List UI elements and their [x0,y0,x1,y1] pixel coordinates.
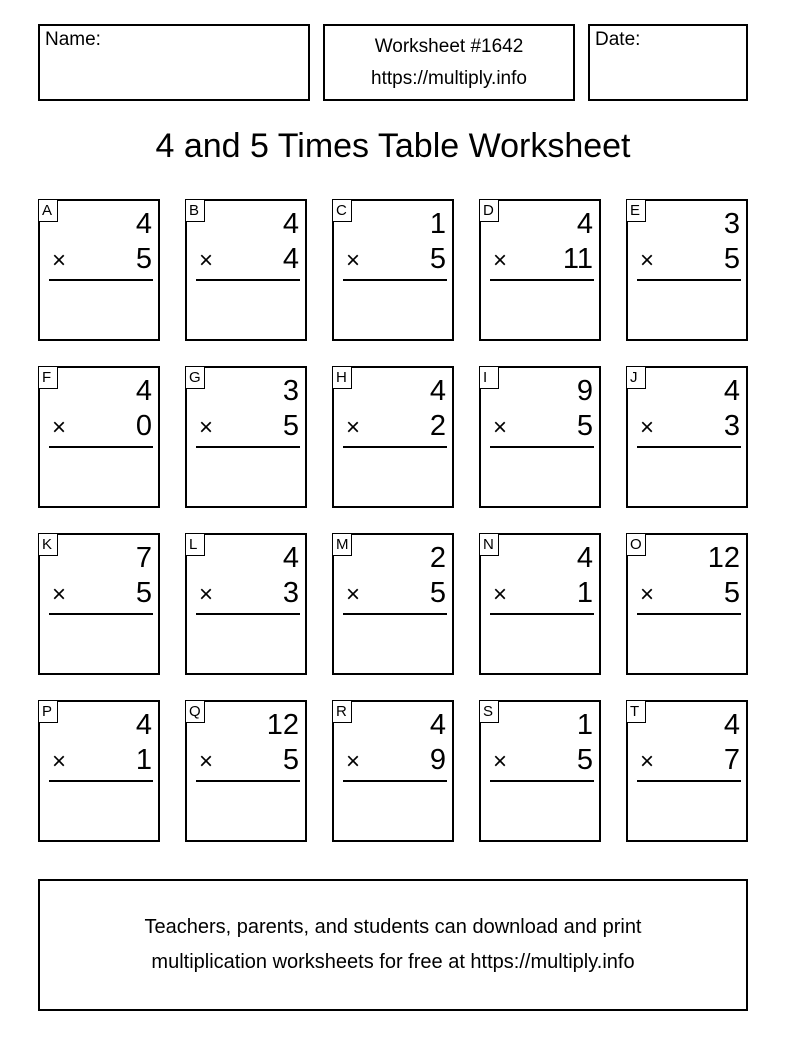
times-sign: × [199,581,214,608]
problem-letter: H [332,366,352,389]
problem-card [38,366,160,508]
answer-line [490,613,594,615]
problem-letter: S [479,700,499,723]
problem-card [479,533,601,675]
problem-letter: O [626,533,646,556]
multiplicand: 4 [282,208,299,240]
answer-line [196,279,300,281]
multiplicand: 2 [429,542,446,574]
multiplier: 7 [723,744,740,776]
answer-line [637,780,741,782]
problem-card [38,199,160,341]
times-sign: × [493,414,508,441]
answer-line [49,446,153,448]
problem-letter: K [38,533,58,556]
multiplicand: 4 [723,709,740,741]
answer-line [196,613,300,615]
problem-letter: A [38,199,58,222]
multiplicand: 4 [135,375,152,407]
problem-card [626,533,748,675]
footer-line-1: Teachers, parents, and students can download and print [144,916,642,938]
multiplicand: 4 [135,709,152,741]
times-sign: × [199,247,214,274]
problem-card [332,533,454,675]
answer-line [49,613,153,615]
answer-line [490,780,594,782]
answer-line [196,780,300,782]
multiplier: 5 [723,577,740,609]
multiplier: 11 [562,243,593,275]
problem-card [185,366,307,508]
worksheet-number: Worksheet #1642 [374,36,524,57]
multiplier: 5 [723,243,740,275]
times-sign: × [640,247,655,274]
answer-line [637,446,741,448]
times-sign: × [52,414,67,441]
multiplicand: 7 [135,542,152,574]
answer-line [490,279,594,281]
multiplicand: 12 [266,709,299,741]
times-sign: × [346,748,361,775]
multiplicand: 4 [282,542,299,574]
multiplier: 5 [282,410,299,442]
multiplier: 9 [429,744,446,776]
answer-line [490,446,594,448]
times-sign: × [346,247,361,274]
site-url: https://multiply.info [371,68,527,89]
times-sign: × [493,748,508,775]
times-sign: × [199,748,214,775]
problem-card [479,366,601,508]
multiplier: 3 [723,410,740,442]
footer-box [38,879,748,1011]
multiplicand: 3 [282,375,299,407]
multiplicand: 4 [576,208,593,240]
problem-letter: Q [185,700,205,723]
problem-card [332,199,454,341]
problem-card [626,700,748,842]
answer-line [637,279,741,281]
problem-letter: B [185,199,205,222]
times-sign: × [346,581,361,608]
problem-letter: M [332,533,352,556]
worksheet-info-box [323,24,575,101]
problem-letter: T [626,700,646,723]
multiplier: 5 [429,577,446,609]
answer-line [343,446,447,448]
multiplicand: 4 [429,375,446,407]
problem-card [38,700,160,842]
multiplicand: 3 [723,208,740,240]
answer-line [49,279,153,281]
multiplicand: 4 [723,375,740,407]
problem-letter: D [479,199,499,222]
multiplicand: 9 [576,375,593,407]
multiplicand: 1 [576,709,593,741]
problem-letter: C [332,199,352,222]
times-sign: × [493,581,508,608]
problem-letter: R [332,700,352,723]
problem-card [332,366,454,508]
multiplier: 4 [282,243,299,275]
multiplier: 3 [282,577,299,609]
multiplicand: 4 [429,709,446,741]
times-sign: × [640,748,655,775]
times-sign: × [52,748,67,775]
problem-letter: P [38,700,58,723]
multiplier: 1 [576,577,593,609]
multiplier: 5 [282,744,299,776]
problem-card [185,533,307,675]
problem-card [626,199,748,341]
multiplier: 5 [429,243,446,275]
answer-line [49,780,153,782]
multiplier: 1 [135,744,152,776]
answer-line [637,613,741,615]
times-sign: × [52,581,67,608]
date-box [588,24,748,101]
page-title: 4 and 5 Times Table Worksheet [155,127,631,165]
multiplicand: 4 [576,542,593,574]
problem-card [332,700,454,842]
multiplier: 5 [576,744,593,776]
name-label: Name: [45,29,101,50]
multiplicand: 4 [135,208,152,240]
times-sign: × [493,247,508,274]
multiplier: 5 [135,577,152,609]
times-sign: × [52,247,67,274]
problem-card [38,533,160,675]
problem-card [479,199,601,341]
times-sign: × [346,414,361,441]
answer-line [196,446,300,448]
problem-letter: I [479,366,499,389]
multiplicand: 1 [429,208,446,240]
problem-letter: E [626,199,646,222]
problem-letter: F [38,366,58,389]
answer-line [343,780,447,782]
problem-letter: G [185,366,205,389]
problem-card [626,366,748,508]
times-sign: × [640,581,655,608]
multiplier: 5 [135,243,152,275]
multiplier: 5 [576,410,593,442]
times-sign: × [640,414,655,441]
problem-card [185,199,307,341]
multiplier: 2 [429,410,446,442]
problem-letter: L [185,533,205,556]
multiplicand: 12 [707,542,740,574]
problem-card [185,700,307,842]
problem-letter: J [626,366,646,389]
name-box [38,24,310,101]
answer-line [343,279,447,281]
footer-line-2: multiplication worksheets for free at https://multiply.info [151,951,635,973]
problem-card [479,700,601,842]
problem-letter: N [479,533,499,556]
multiplier: 0 [135,410,152,442]
date-label: Date: [595,29,641,50]
times-sign: × [199,414,214,441]
answer-line [343,613,447,615]
